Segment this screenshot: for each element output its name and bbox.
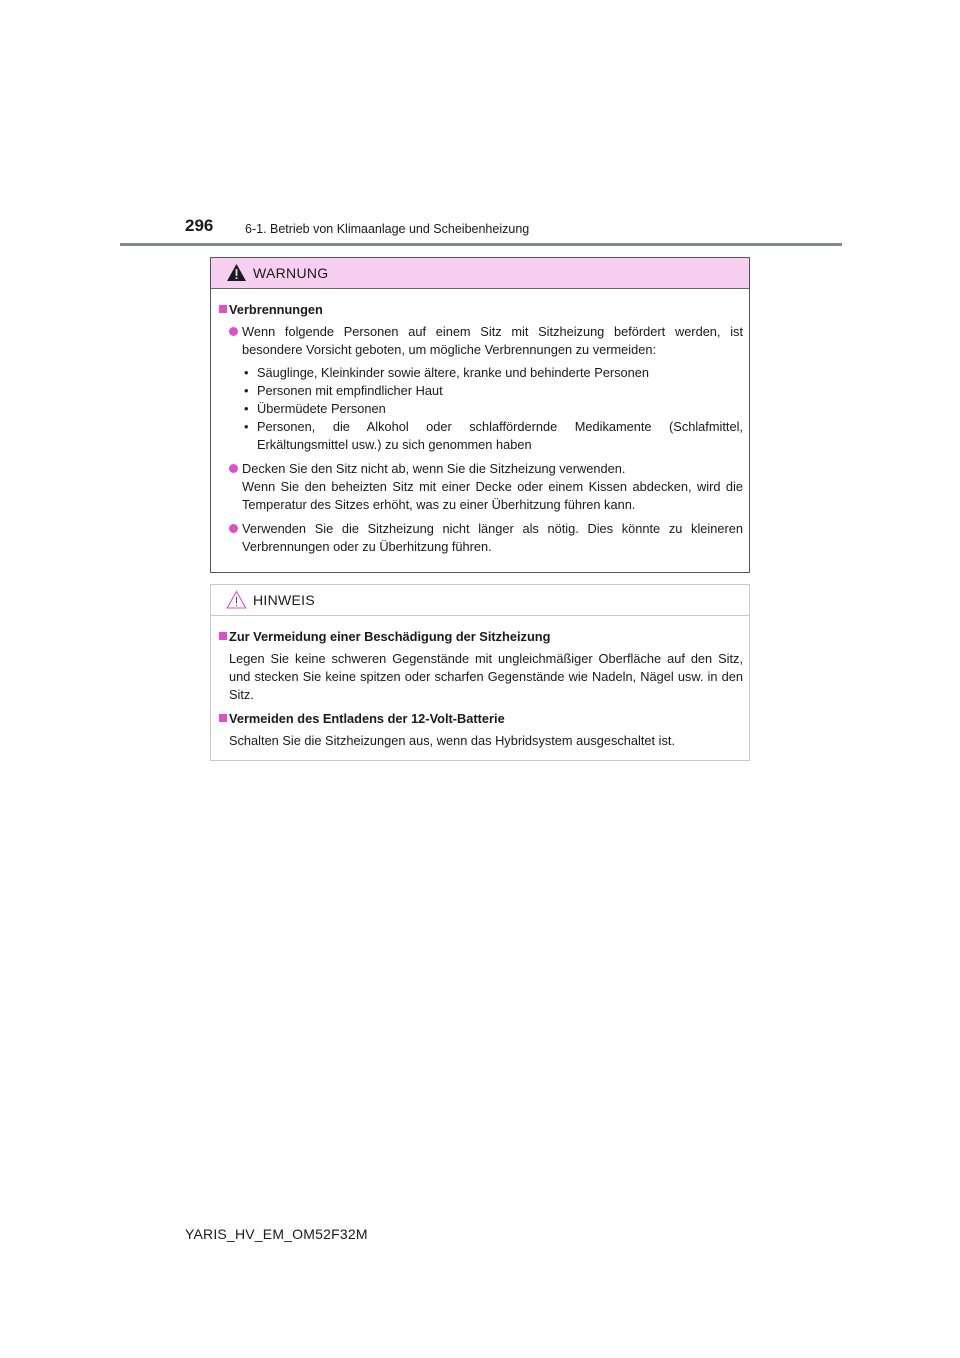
warning-item-text: Verwenden Sie die Sitzheizung nicht länger als nötig. Dies könnte zu kleineren Verbrennungen oder zu Überhitzung führen. bbox=[242, 521, 743, 554]
warning-item bbox=[217, 460, 743, 514]
sub-list-item: • Personen, die Alkohol oder schlaffördernde Medikamente (Schlafmittel, Erkältungsmittel usw.) zu sich genommen haben bbox=[244, 419, 743, 452]
sub-list-item: • Übermüdete Personen bbox=[244, 401, 386, 416]
section-title: 6-1. Betrieb von Klimaanlage und Scheibenheizung bbox=[245, 222, 530, 236]
round-bullet-icon bbox=[229, 464, 238, 473]
header-rule bbox=[120, 243, 842, 246]
notice-heading bbox=[217, 710, 743, 728]
warning-triangle-icon bbox=[226, 263, 247, 282]
warning-item bbox=[217, 520, 743, 556]
notice-label: HINWEIS bbox=[253, 592, 315, 608]
warning-heading bbox=[217, 301, 743, 319]
warning-item-text-continued: Wenn Sie den beheizten Sitz mit einer Decke oder einem Kissen abdecken, wird die Temperatur des Sitzes erhöht, was zu einer Überhitzung führen kann. bbox=[242, 479, 743, 512]
warning-box bbox=[210, 257, 750, 573]
sub-list-item: • Säuglinge, Kleinkinder sowie ältere, kranke und behinderte Personen bbox=[244, 365, 649, 380]
notice-heading-text: Zur Vermeidung einer Beschädigung der Sitzheizung bbox=[229, 629, 551, 644]
warning-item-text: Decken Sie den Sitz nicht ab, wenn Sie die Sitzheizung verwenden. bbox=[242, 461, 626, 476]
square-bullet-icon bbox=[219, 714, 227, 722]
warning-item-text: Wenn folgende Personen auf einem Sitz mit Sitzheizung befördert werden, ist besondere Vorsicht geboten, um mögliche Verbrennungen zu vermeiden: bbox=[242, 324, 743, 357]
notice-paragraph: Schalten Sie die Sitzheizungen aus, wenn das Hybridsystem ausgeschaltet ist. bbox=[229, 733, 676, 748]
round-bullet-icon bbox=[229, 327, 238, 336]
document-code: YARIS_HV_EM_OM52F32M bbox=[185, 1226, 368, 1242]
sub-list-item: • Personen mit empfindlicher Haut bbox=[244, 383, 443, 398]
notice-header bbox=[211, 585, 749, 616]
warning-heading-text: Verbrennungen bbox=[229, 302, 323, 317]
caution-triangle-icon bbox=[226, 590, 247, 609]
square-bullet-icon bbox=[219, 305, 227, 313]
notice-paragraph: Legen Sie keine schweren Gegenstände mit ungleichmäßiger Oberfläche auf den Sitz, und stecken Sie keine spitzen oder scharfen Gegenstände wie Nadeln, Nägel usw. in den Sitz. bbox=[229, 651, 743, 702]
notice-heading bbox=[217, 628, 743, 646]
notice-box bbox=[210, 584, 750, 761]
warning-header bbox=[211, 258, 749, 289]
page-number: 296 bbox=[185, 216, 214, 235]
warning-label: WARNUNG bbox=[253, 265, 329, 281]
round-bullet-icon bbox=[229, 524, 238, 533]
warning-body bbox=[211, 289, 749, 556]
warning-item bbox=[217, 323, 743, 454]
notice-body bbox=[211, 616, 749, 750]
sub-list bbox=[242, 364, 743, 454]
notice-heading-text: Vermeiden des Entladens der 12-Volt-Batterie bbox=[229, 711, 505, 726]
square-bullet-icon bbox=[219, 632, 227, 640]
